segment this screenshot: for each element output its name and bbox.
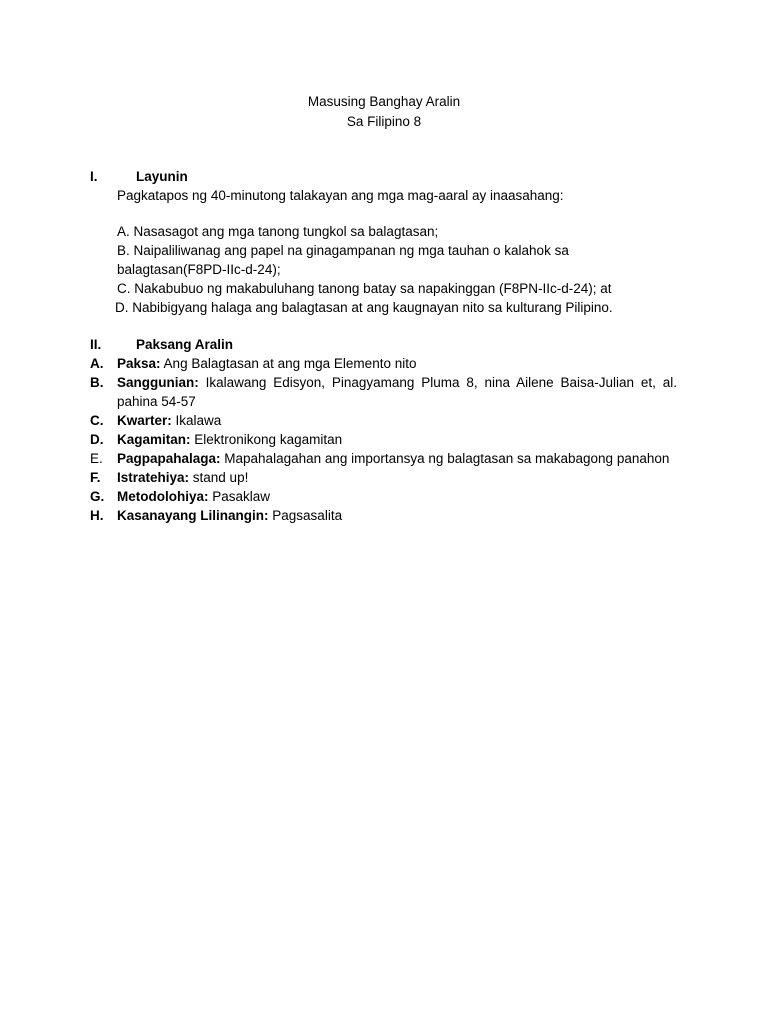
item-value: Mapahalagahan ang importansya ng balagtasan sa makabagong panahon [220, 451, 670, 466]
section-title: Layunin [136, 169, 188, 184]
objective-item-continuation: balagtasan(F8PD-IIc-d-24); [117, 262, 281, 277]
item-value: Ang Balagtasan at ang mga Elemento nito [160, 356, 417, 371]
topic-item-kasanayan [90, 506, 677, 525]
item-letter: F. [90, 470, 101, 485]
item-key: Kwarter: [117, 413, 172, 428]
objectives-list [117, 222, 677, 317]
objective-item: B. Naipaliliwanag ang papel na ginagampanan ng mga tauhan o kalahok sa [117, 243, 569, 258]
topic-item-istratehiya [90, 468, 677, 487]
item-value: Ikalawang Edisyon, Pinagyamang Pluma 8, nina Ailene Baisa-Julian et, al. pahina 54-57 [117, 375, 677, 409]
item-value: stand up! [189, 470, 249, 485]
section-heading-paksang-aralin [90, 335, 233, 354]
document-subtitle: Sa Filipino 8 [346, 114, 422, 129]
topic-item-paksa [90, 354, 677, 373]
section-number: I. [90, 169, 98, 184]
objectives-intro: Pagkatapos ng 40-minutong talakayan ang mga mag-aaral ay inaasahang: [117, 188, 564, 203]
section-heading-layunin [90, 167, 188, 186]
topic-item-kagamitan [90, 430, 677, 449]
item-letter: D. [90, 432, 104, 447]
topic-item-kwarter [90, 411, 677, 430]
topic-item-pagpapahalaga [90, 449, 677, 468]
topic-list [90, 354, 677, 525]
item-value: Ikalawa [171, 413, 222, 428]
item-letter: H. [90, 508, 104, 523]
item-key: Kagamitan: [117, 432, 191, 447]
item-key: Pagpapahalaga: [117, 451, 221, 466]
document-title: Masusing Banghay Aralin [307, 94, 461, 109]
item-key: Sanggunian: [117, 375, 199, 390]
item-key: Metodolohiya: [117, 489, 209, 504]
section-number: II. [90, 337, 102, 352]
item-letter: E. [90, 451, 103, 466]
item-key: Istratehiya: [117, 470, 190, 485]
item-letter: A. [90, 356, 104, 371]
item-value: Pasaklaw [208, 489, 271, 504]
item-letter: B. [90, 375, 104, 390]
objective-item: A. Nasasagot ang mga tanong tungkol sa balagtasan; [117, 224, 439, 239]
item-letter: G. [90, 489, 105, 504]
item-value: Pagsasalita [268, 508, 343, 523]
topic-item-sanggunian [90, 373, 677, 411]
topic-item-metodolohiya [90, 487, 677, 506]
objective-item: C. Nakabubuo ng makabuluhang tanong batay sa napakinggan (F8PN-IIc-d-24); at [117, 281, 612, 296]
objective-item: D. Nabibigyang halaga ang balagtasan at ang kaugnayan nito sa kulturang Pilipino. [115, 300, 613, 315]
item-value: Elektronikong kagamitan [190, 432, 343, 447]
section-title: Paksang Aralin [136, 337, 234, 352]
item-letter: C. [90, 413, 104, 428]
item-key: Kasanayang Lilinangin: [117, 508, 269, 523]
item-key: Paksa: [117, 356, 161, 371]
